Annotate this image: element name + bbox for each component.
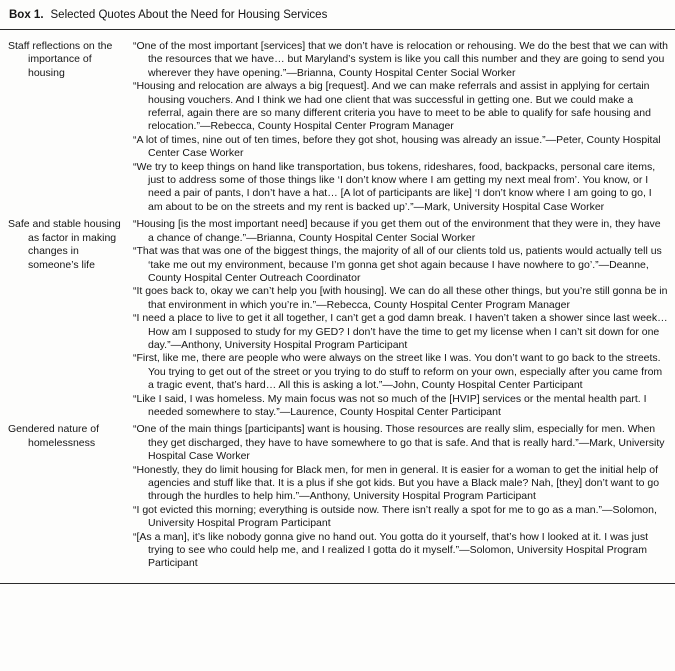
quote: “Honestly, they do limit housing for Black men, for men in general. It is easier for a woman to get the initial help of agencies and stuff like that. It is a plus if she got kids. But you have a Black male? Nah, [they] don’t want to go through the hurdles to help him.”—Anthony, University Hospital Program Participant [133,463,660,503]
box-title-label: Box 1. [9,9,44,21]
quote: “One of the most important [services] that we don’t have is relocation or rehousing. We do the best that we can with the resources that we have… but Maryland’s system is like you call this number and they are going to send you wherever they have opening.”—Brianna, County Hospital Center Social Worker [133,40,668,79]
section-staff-reflections [8,40,668,214]
category-label: Gendered nature of homelessness [8,423,100,449]
quote-list [133,40,668,214]
quote: “Housing [is the most important need] because if you get them out of the environment that they were in, they have a chance of change.”—Brianna, County Hospital Center Social Worker [133,218,661,244]
bottom-rule [0,583,675,584]
quote: “Housing and relocation are always a big [request]. And we can make referrals and assist in applying for certain housing vouchers. And I think we had one client that was successful in getting one. But we could make a referral, again there are so many different criteria you have to meet to be able to qualify for safe housing and relocation.”—Rebecca, County Hospital Center Program Manager [133,80,651,133]
quote-list [133,218,668,419]
category-label: Safe and stable housing as factor in making changes in someone’s life [8,218,121,271]
quote: “I got evicted this morning; everything is outside now. There isn’t really a spot for me to go as a man.”—Solomon, University Hospital Program Participant [133,503,657,530]
section-gendered-homelessness [8,423,668,570]
quote: “First, like me, there are people who were always on the street like I was. You don’t want to go back to the streets. You trying to get out of the street or you trying to do stuff to reform on your own, especially after you came from a tragic event, that’s hard… All this is asking a lot.”—John, County Hospital Center Participant [133,352,663,392]
quote: “I need a place to live to get it all together, I can’t get a god damn break. I haven’t taken a shower since last week… How am I supposed to study for my GED? I don’t have the time to get my license when I can’t sit down for one day.”—Anthony, University Hospital Program Participant [133,312,668,351]
quote-list [133,423,668,570]
box-body [8,30,668,583]
section-safe-stable-housing [8,218,668,419]
quote: “We try to keep things on hand like transportation, bus tokens, rideshares, food, backpacks, personal care items, just to address some of those things like ‘I don’t know where I am getting my next meal from’. You know, or I need a pair of pants, I don’t have a hat… [A lot of participants are like] ‘I don’t know where I am going to go, I am about to be on the streets and my rent is backed up’.”—Mark, University Hospital Case Worker [133,160,656,213]
box-title-caption: Selected Quotes About the Need for Housing Services [50,9,328,21]
quote: “That was that was one of the biggest things, the majority of all of our clients told us, patients would actually tell us ‘take me out my environment, because I’m gonna get shot again because I have nowhere to go’.”—Deanne, County Hospital Center Outreach Coordinator [133,245,662,284]
box-title [8,8,668,22]
quote: “Like I said, I was homeless. My main focus was not so much of the [HVIP] services or the mental health part. I needed somewhere to stay.”—Laurence, County Hospital Center Participant [133,392,647,418]
quote: “One of the main things [participants] want is housing. Those resources are really slim, especially for men. When they get discharged, they have to have somewhere to go that is safe. And that is really hard.”—Mark, University Hospital Case Worker [133,423,665,463]
quote: “It goes back to, okay we can’t help you [with housing]. We can do all these other things, but you’re still gonna be in that environment in which you’re in.”—Rebecca, County Hospital Center Program Manager [133,285,668,311]
quote: “[As a man], it’s like nobody gonna give no hand out. You gotta do it yourself, that’s how I looked at it. I was just trying to see who could help me, and I realized I gotta do it myself.”—Solomon, University Hospital Program Participant [133,530,649,570]
quote: “A lot of times, nine out of ten times, before they got shot, housing was already an issue.”—Peter, County Hospital Center Case Worker [133,133,661,160]
category-label: Staff reflections on the importance of housing [8,40,113,79]
